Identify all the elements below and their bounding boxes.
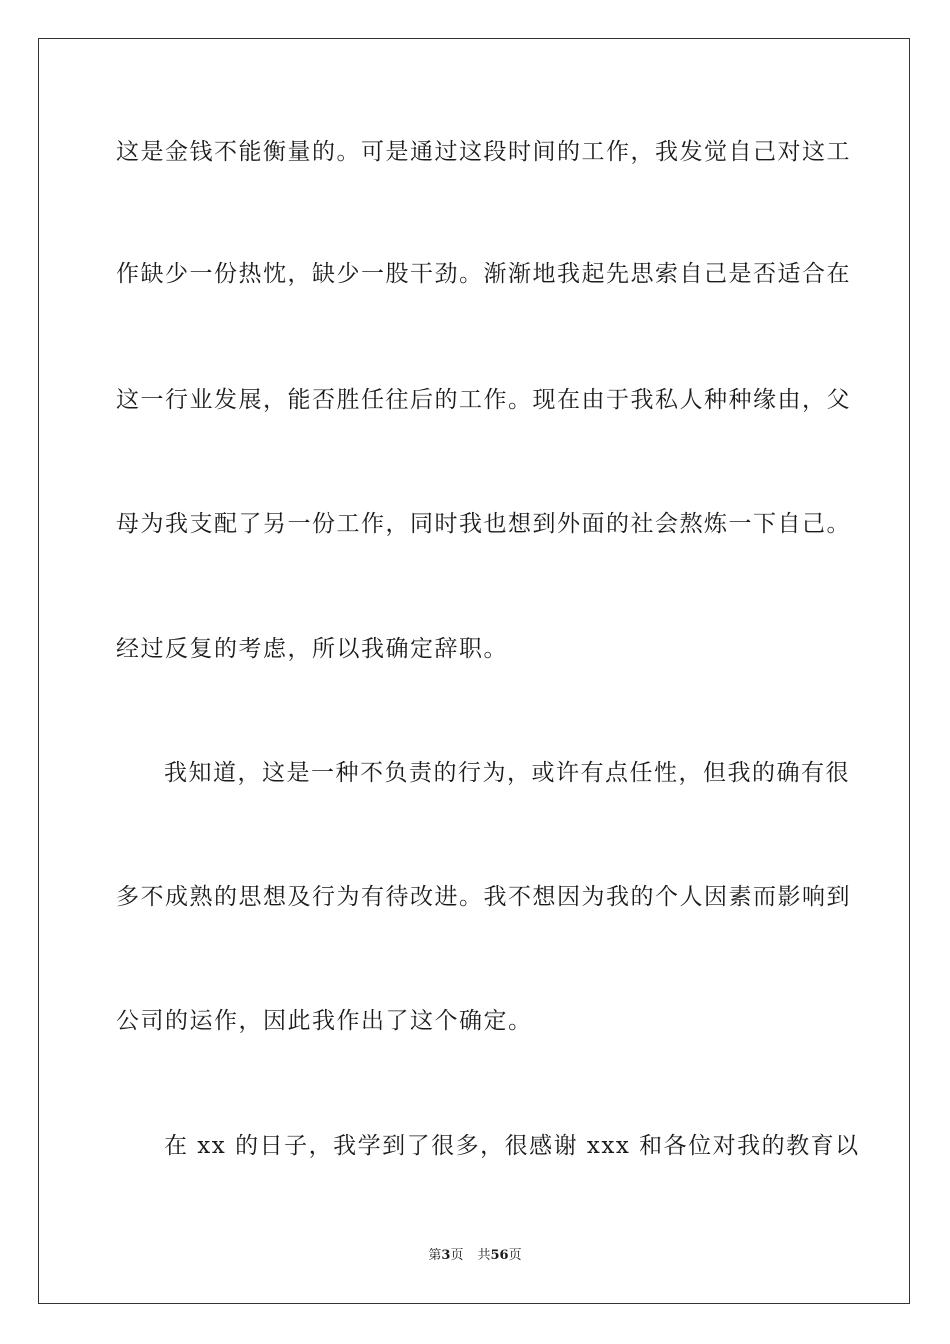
paragraph-line: 经过反复的考虑，所以我确定辞职。: [116, 636, 508, 662]
total-suffix: 页: [508, 1248, 522, 1263]
page-suffix: 页: [450, 1248, 464, 1263]
paragraph-line: 这是金钱不能衡量的。可是通过这段时间的工作，我发觉自己对这工: [116, 139, 851, 165]
paragraph-line: 我知道，这是一种不负责的行为，或许有点任性，但我的确有很: [164, 760, 850, 786]
paragraph-line: 作缺少一份热忱，缺少一股干劲。渐渐地我起先思索自己是否适合在: [116, 261, 851, 287]
total-prefix: 共: [477, 1248, 491, 1263]
paragraph-line: 在 xx 的日子，我学到了很多，很感谢 xxx 和各位对我的教育以: [164, 1133, 860, 1159]
paragraph-line: 多不成熟的思想及行为有待改进。我不想因为我的个人因素而影响到: [116, 884, 851, 910]
paragraph-line: 这一行业发展，能否胜任往后的工作。现在由于我私人种种缘由，父: [116, 387, 851, 413]
page-number: 3: [441, 1248, 451, 1263]
total-pages: 56: [490, 1248, 509, 1263]
page-footer: [0, 1247, 950, 1265]
paragraph-line: 公司的运作，因此我作出了这个确定。: [116, 1008, 533, 1034]
paragraph-line: 母为我支配了另一份工作，同时我也想到外面的社会熬炼一下自己。: [116, 511, 851, 537]
page-prefix: 第: [428, 1248, 442, 1263]
page-border: [38, 38, 910, 1304]
